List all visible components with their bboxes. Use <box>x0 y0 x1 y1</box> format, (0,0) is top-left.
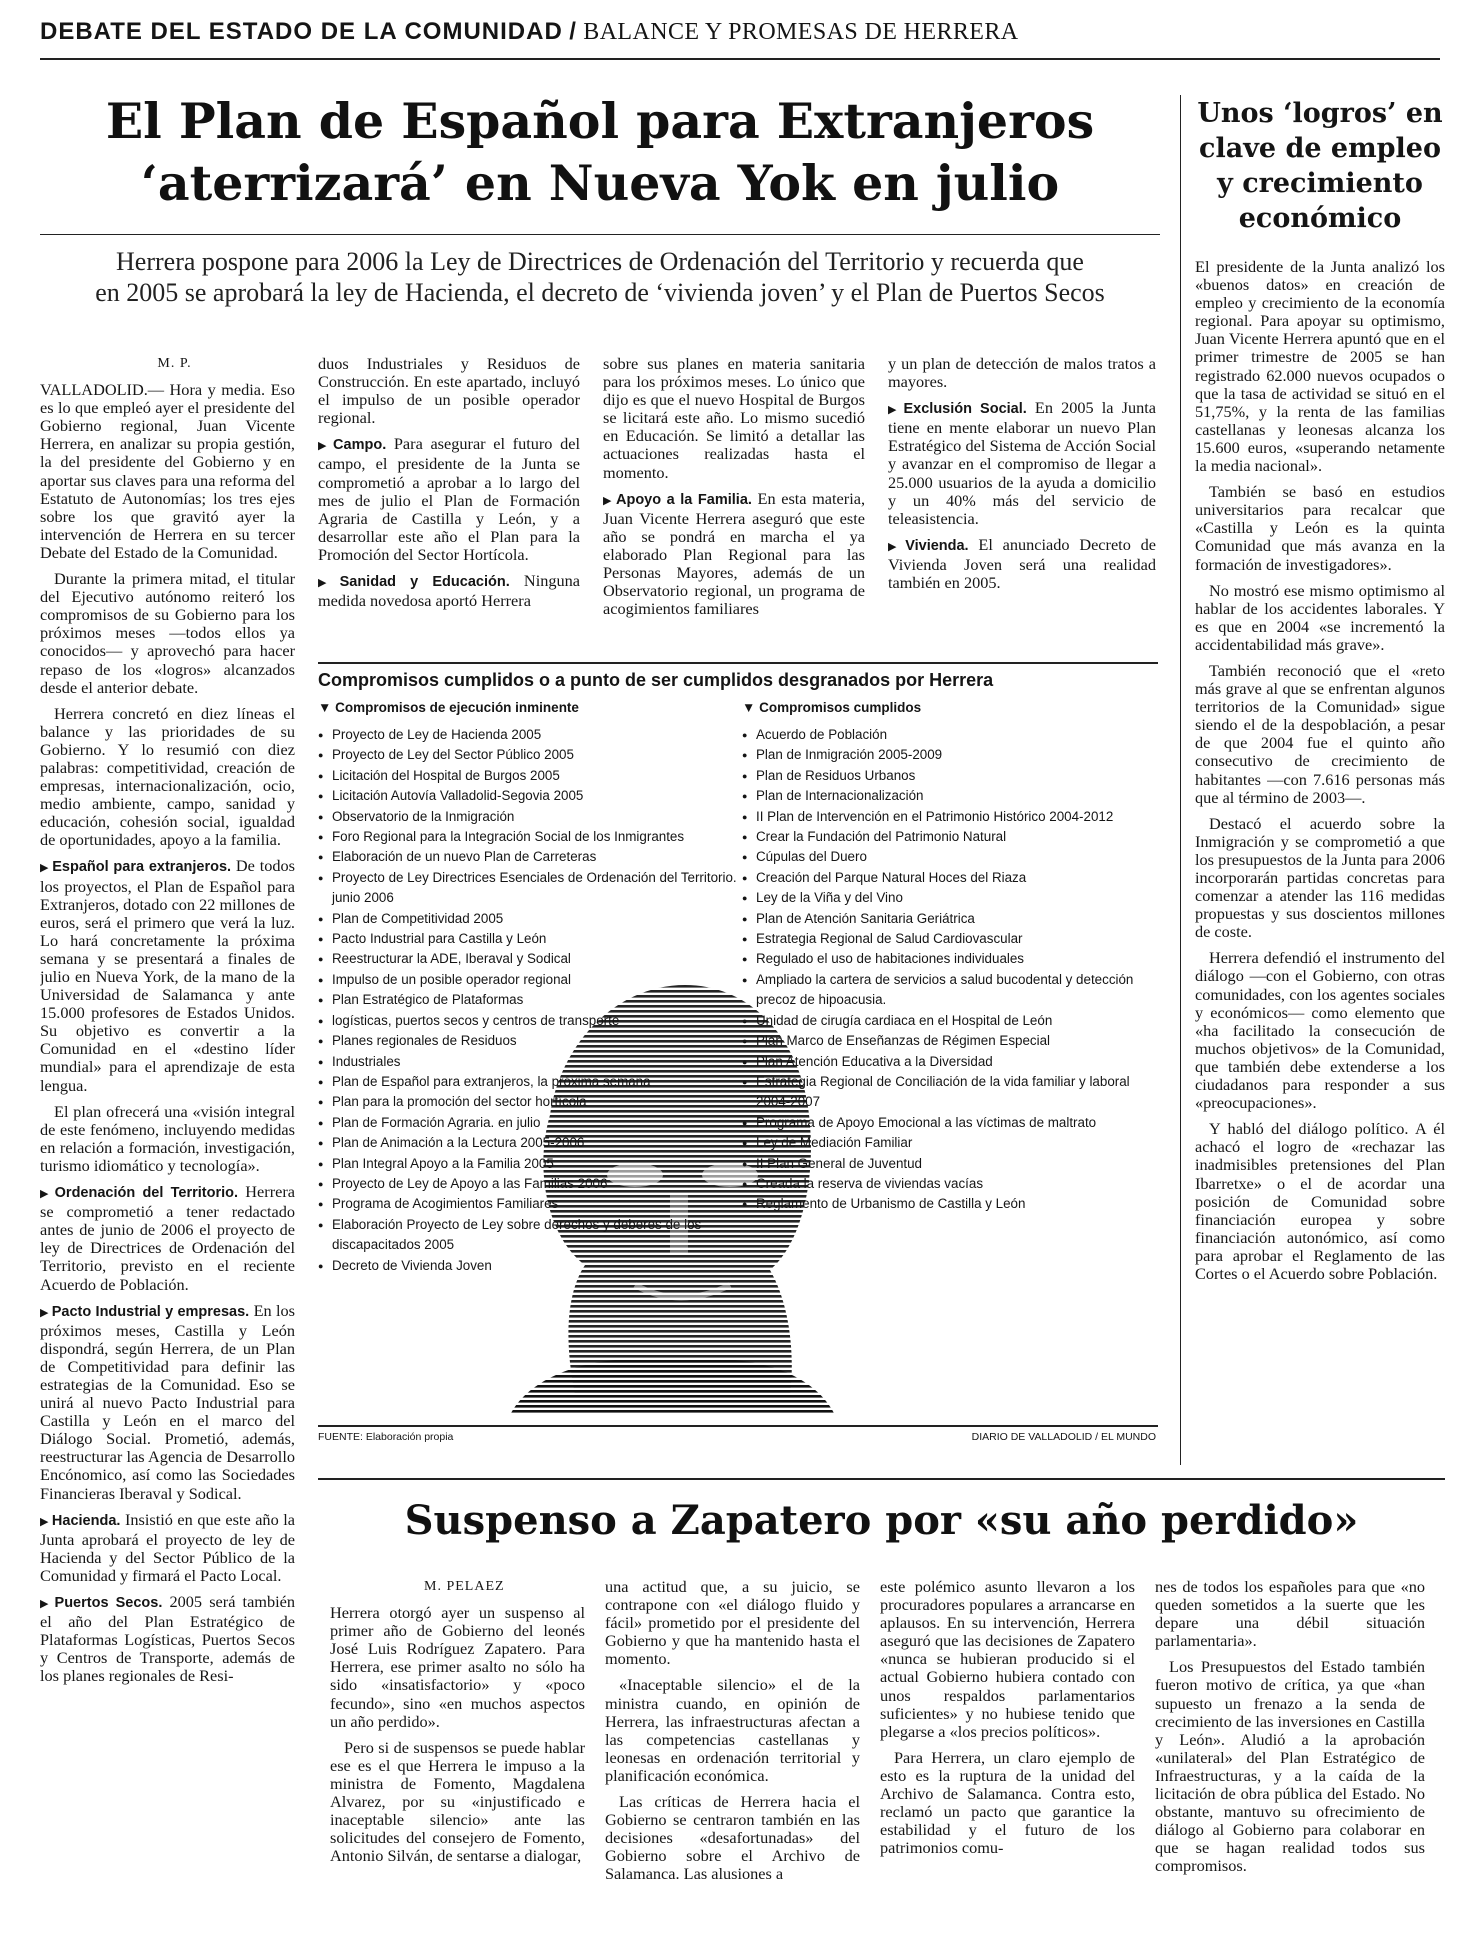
list-item: ● Unidad de cirugía cardiaca en el Hospital de León <box>742 1011 1158 1031</box>
list-item: ● Plan de Competitividad 2005 <box>318 909 738 929</box>
main-column-2 <box>318 355 580 655</box>
list-item: ● Decreto de Vivienda Joven <box>318 1256 738 1276</box>
triangle-icon: ▶ <box>40 1515 49 1528</box>
paragraph: Y habló del diálogo político. A él achacó el logro de «rechazar las inadmisibles pretensiones del Plan Ibarretxe» o el de acordar una posición de Comunidad sobre financiación europea y sobre financiación autonómico, así como para aprobar el Reglamento de las Cortes o el Acuerdo sobre Población. <box>1195 1119 1445 1283</box>
section-text: Ninguna medida novedosa aportó Herrera <box>318 571 580 611</box>
list-item: ● Reestructurar la ADE, Iberaval y Sodical <box>318 949 738 969</box>
list-item: ● logísticas, puertos secos y centros de transporte <box>318 1011 738 1031</box>
list-item: ● Plan de Formación Agraria. en julio <box>318 1113 738 1133</box>
second-column-1 <box>330 1578 585 1933</box>
heading-text: Compromisos cumplidos <box>759 700 922 715</box>
second-headline: Suspenso a Zapatero por «su año perdido» <box>404 1497 1359 1544</box>
list-item: ● Cúpulas del Duero <box>742 847 1158 867</box>
list-item: ● II Plan General de Juventud <box>742 1154 1158 1174</box>
paragraph: Los Presupuestos del Estado también fueron motivo de crítica, ya que «han supuesto un frenazo a la senda de crecimiento de las inversiones en Castilla y León». Aludió a la aprobación «unilateral» del Plan Estratégico de Infraestructuras, y a la caída de la licitación de obra pública del Estado. No obstante, mantuvo su ofrecimiento de diálogo al Gobierno para colaborar en que se hagan realidad todos sus compromisos. <box>1155 1657 1425 1876</box>
section-lead: Sanidad y Educación. <box>339 574 510 591</box>
list-item: ● Crear la Fundación del Patrimonio Natural <box>742 827 1158 847</box>
list-item: ● Estrategia Regional de Conciliación de la vida familiar y laboral 2004-2007 <box>742 1072 1158 1113</box>
paragraph: Para Herrera, un claro ejemplo de esto es la ruptura de la unidad del Archivo de Salamanca. Contra esto, reclamó un pacto que garantice la estabilidad y el futuro de los patrimonios comu- <box>880 1747 1135 1858</box>
infobox-credit: DIARIO DE VALLADOLID / EL MUNDO <box>971 1431 1156 1443</box>
triangle-icon: ▶ <box>318 577 337 590</box>
list-item: ● Creación del Parque Natural Hoces del Riaza <box>742 868 1158 888</box>
section-ordenacion <box>40 1183 295 1294</box>
list-item: ● Creada la reserva de viviendas vacías <box>742 1174 1158 1194</box>
paragraph: También reconoció que el «reto más grave al que se enfrentan algunos territorios de la Comunidad» sigue siendo el de la despoblación, a pesar de que 2004 fue el quinto año consecutivo de crecimiento de habitantes —con 7.616 personas más que al término de 2003—. <box>1195 660 1445 807</box>
section-text: En esta materia, Juan Vicente Herrera aseguró que este año se pondrá en marcha el ya elaborado Plan Regional para las Personas Mayores, además de un Observatorio regional, un programa de acogimientos familiares <box>603 488 865 619</box>
list-item: ● Plan de Residuos Urbanos <box>742 766 1158 786</box>
section-text: De todos los proyectos, el Plan de Español para Extranjeros, dotado con 22 millones de euros, será el primero que verá la luz. Lo hará concretamente la próxima semana y se presentará a finales de julio en Nueva York, de la mano de la Universidad de Salamanca y ante 15.000 profesores de Estados Unidos. Su objetivo es convertir a la Comunidad en el «destino líder mundial» para el aprendizaje de esta lengua. <box>40 856 295 1095</box>
section-text: Herrera se comprometió a tener redactado antes de junio de 2006 el proyecto de ley de Directrices de Ordenación del Territorio, previsto en el reciente Acuerdo de Población. <box>40 1182 295 1294</box>
list-item: ● Programa de Acogimientos Familiares <box>318 1194 738 1214</box>
list-item: ● Licitación del Hospital de Burgos 2005 <box>318 766 738 786</box>
list-item: ● Ley de la Viña y del Vino <box>742 888 1158 908</box>
byline: M. P. <box>157 356 192 371</box>
section-text: 2005 será también el año del Plan Estratégico de Plataformas Logísticas, Puertos Secos y Centros de Transporte, además de los planes regionales de Resi- <box>40 1592 295 1686</box>
list-item: ● II Plan de Intervención en el Patrimonio Histórico 2004-2012 <box>742 807 1158 827</box>
triangle-icon: ▶ <box>603 494 613 507</box>
list-item: ● Plan de Inmigración 2005-2009 <box>742 745 1158 765</box>
list-item: ● Planes regionales de Residuos <box>318 1031 738 1051</box>
byline: M. PELAEZ <box>424 1579 505 1594</box>
list-item: ● Plan Marco de Enseñanzas de Régimen Especial <box>742 1031 1158 1051</box>
triangle-icon: ▶ <box>40 1306 49 1319</box>
second-column-4 <box>1155 1578 1425 1933</box>
header-rule <box>40 58 1440 60</box>
paragraph: VALLADOLID.— Hora y media. Eso es lo que empleó ayer el presidente del Gobierno regional, Juan Vicente Herrera, en analizar su propia gestión, la del presidente del Gobierno y en aportar sus claves para una reforma del Estatuto de Autonomías; los tres ejes sobre los que gravitó ayer la intervención de Herrera en su tercer Debate del Estado de la Comunidad. <box>40 380 295 562</box>
section-pacto <box>40 1302 295 1503</box>
section-name: DEBATE DEL ESTADO DE LA COMUNIDAD <box>40 18 563 45</box>
section-text: En los próximos meses, Castilla y León dispondrá, según Herrera, de un Plan de Competitividad para definir las estrategias de la Comunidad. Eso se unirá al nuevo Pacto Industrial para Castilla y León en el marco del Diálogo Social. Prometió, además, reestructurar las Agencia de Desarrollo Encónomico, así como las Sociedades Financieras Iberaval y Sodical. <box>40 1300 295 1503</box>
paragraph: nes de todos los españoles para que «no queden sometidos a la suerte que les depare una débil situación parlamentaria». <box>1155 1578 1425 1651</box>
list-item: ● Acuerdo de Población <box>742 725 1158 745</box>
list-item: ● Plan de Atención Sanitaria Geriátrica <box>742 909 1158 929</box>
list-item: ● Plan para la promoción del sector hortícola <box>318 1092 738 1112</box>
section-exclusion <box>888 399 1156 528</box>
list-item: ● Licitación Autovía Valladolid-Segovia 2005 <box>318 786 738 806</box>
infobox-title: Compromisos cumplidos o a punto de ser cumplidos desgranados por Herrera <box>318 670 994 690</box>
paragraph: También se basó en estudios universitarios para recalcar que «Castilla y León es la quinta Comunidad que más avanza en la formación de investigadores». <box>1195 482 1445 574</box>
list-item: ● Proyecto de Ley del Sector Público 2005 <box>318 745 738 765</box>
section-lead: Exclusión Social. <box>903 401 1027 418</box>
paragraph: Durante la primera mitad, el titular del Ejecutivo autónomo reiteró los compromisos de su Gobierno para los próximos meses —todos ellos ya conocidos— y aprovechó para hacer repaso de los «logros» alcanzados desde el anterior debate. <box>40 569 295 697</box>
list-item: ● Estrategia Regional de Salud Cardiovascular <box>742 929 1158 949</box>
infobox-right-column <box>742 700 1158 1215</box>
list-item: ● Plan Estratégico de Plataformas <box>318 990 738 1010</box>
headline-rule <box>40 234 1160 235</box>
list-item: ● Proyecto de Ley de Apoyo a las Familias 2006 <box>318 1174 738 1194</box>
sidebar-divider <box>1180 95 1181 1465</box>
section-lead: Puertos Secos. <box>54 1595 163 1611</box>
list-item: ● Plan Integral Apoyo a la Familia 2005 <box>318 1154 738 1174</box>
infobox-top-rule <box>318 662 1158 664</box>
paragraph: y un plan de detección de malos tratos a mayores. <box>888 355 1156 392</box>
triangle-icon: ▶ <box>40 1598 52 1610</box>
section-hacienda <box>40 1511 295 1585</box>
paragraph: duos Industriales y Residuos de Construcción. En este apartado, incluyó el impulso de un posible operador regional. <box>318 355 580 428</box>
main-column-3 <box>603 355 865 655</box>
paragraph: Destacó el acuerdo sobre la Inmigración y se comprometió a que los presupuestos de la Junta para 2006 incorporarán partidas concretas para comenzar a atender las 116 medidas propuestas y sus doscientos millones de coste. <box>1195 813 1445 942</box>
paragraph: este polémico asunto llevaron a los procuradores populares a arrancarse en aplausos. En su intervención, Herrera aseguró que las decisiones de Zapatero «nunca se hubieran producido si el actual Gobierno hubiera contado con unos respaldos parlamentarios suficientes» y no hubiese tenido que plegarse a «los precios políticos». <box>880 1578 1135 1741</box>
second-article-rule <box>318 1478 1445 1480</box>
pending-list <box>318 725 738 1276</box>
list-item: ● Impulso de un posible operador regional <box>318 970 738 990</box>
paragraph: Herrera otorgó ayer un suspenso al primer año de Gobierno del leonés José Luis Rodríguez Zapatero. Para Herrera, ese primer asalto no sólo ha sido «insatisfactorio» y «poco fecundo», sino «en muchos aspectos un año perdido». <box>330 1603 585 1731</box>
list-item: ● Pacto Industrial para Castilla y León <box>318 929 738 949</box>
paragraph: Herrera defendió el instrumento del diálogo —con el Gobierno, con otras comunidades, con los agentes sociales y económicos— como elemento que «ha facilitado la consecución de muchos objetivos» de la Comunidad, que también debe extenderse a los ciudadanos para responder a sus «preocupaciones». <box>1195 948 1445 1113</box>
headline-line-1: El Plan de Español para Extranjeros <box>105 92 1095 150</box>
list-item: ● Reglamento de Urbanismo de Castilla y León <box>742 1194 1158 1214</box>
main-subheadline <box>40 246 1160 308</box>
section-sanidad <box>318 572 580 610</box>
list-item: ● Ampliado la cartera de servicios a salud bucodental y detección precoz de hipoacusia. <box>742 970 1158 1011</box>
section-familia <box>603 490 865 619</box>
second-column-3 <box>880 1578 1135 1933</box>
section-lead: Ordenación del Territorio. <box>54 1185 239 1202</box>
section-text: Para asegurar el futuro del campo, el presidente de la Junta se comprometió a aprobar a lo largo del mes de julio el Plan de Formación Agraria de Castilla y León, y a desarrollar este año el Plan para la Promoción del Sector Hortícola. <box>318 434 580 564</box>
list-item: ● Elaboración Proyecto de Ley sobre derechos y deberes de los discapacitados 2005 <box>318 1215 738 1256</box>
list-item: ● Plan de Español para extranjeros, la próxima semana <box>318 1072 738 1092</box>
second-column-2 <box>605 1578 860 1933</box>
triangle-down-icon: ▼ <box>742 700 756 715</box>
main-headline <box>40 90 1160 214</box>
paragraph: «Inaceptable silencio» el de la ministra cuando, en opinión de Herrera, las infraestructuras afectan a las competencias castellanas y leonesas en ordenación territorial y planificación económica. <box>605 1675 860 1785</box>
section-lead: Pacto Industrial y empresas. <box>51 1303 250 1320</box>
infobox-left-column <box>318 700 738 1276</box>
section-campo <box>318 435 580 564</box>
triangle-icon: ▶ <box>888 540 903 553</box>
list-item: ● Programa de Apoyo Emocional a las víctimas de maltrato <box>742 1113 1158 1133</box>
section-text: En 2005 la Junta tiene en mente elaborar un nuevo Plan Estratégico del Sistema de Acción Social y avanzar en el compromiso de llegar a 25.000 usuarios de la ayuda a domicilio y un 40% más del servicio de teleasistencia. <box>888 398 1156 528</box>
triangle-icon: ▶ <box>318 440 331 453</box>
sidebar-title: Unos ‘logros’ en clave de empleo y crecimiento económico <box>1197 98 1443 234</box>
paragraph: Pero si de suspensos se puede hablar ese es el que Herrera le impuso a la ministra de Fomento, Magdalena Alvarez, por su «injustificado e inaceptable silencio» ante las solicitudes del consejero de Fomento, Antonio Silván, de sentarse a dialogar, <box>330 1737 585 1866</box>
section-lead: Apoyo a la Familia. <box>616 491 752 508</box>
section-lead: Español para extranjeros. <box>52 859 232 876</box>
list-item: ● Industriales <box>318 1052 738 1072</box>
list-item: ● Regulado el uso de habitaciones individuales <box>742 949 1158 969</box>
section-lead: Vivienda. <box>905 537 969 554</box>
list-item: ● Foro Regional para la Integración Social de los Inmigrantes <box>318 827 738 847</box>
section-header <box>40 18 1230 56</box>
headline-line-2: ‘aterrizará’ en Nueva Yok en julio <box>140 154 1060 212</box>
paragraph: El presidente de la Junta analizó los «buenos datos» en creación de empleo y crecimiento de la economía regional. Para apoyar su optimismo, Juan Vicente Herrera apuntó que en el primer trimestre de 2005 se han registrado 62.000 nuevos ocupados o que la tasa de actividad se situó en el 51,75%, y la renta de las familias castellanas y leonesas alcanza los 15.600 euros, «superando netamente la media nacional». <box>1195 258 1445 476</box>
list-item: ● Plan de Internacionalización <box>742 786 1158 806</box>
infobox-bottom-rule <box>318 1425 1158 1427</box>
list-item: ● Plan de Animación a la Lectura 2005-2006 <box>318 1133 738 1153</box>
section-topic: BALANCE Y PROMESAS DE HERRERA <box>583 19 1019 45</box>
section-espanol <box>40 857 295 1094</box>
infobox-left-heading <box>318 700 738 715</box>
section-vivienda <box>888 536 1156 592</box>
triangle-icon: ▶ <box>40 1188 52 1201</box>
triangle-icon: ▶ <box>888 404 901 417</box>
list-item: ● Observatorio de la Inmigración <box>318 807 738 827</box>
triangle-icon: ▶ <box>40 862 50 875</box>
paragraph: una actitud que, a su juicio, se contrapone con «el diálogo fluido y fácil» prometido por el presidente del Gobierno y que ha mantenido hasta el momento. <box>605 1578 860 1669</box>
subhead-line-1: Herrera pospone para 2006 la Ley de Directrices de Ordenación del Territorio y recuerda que <box>116 247 1084 276</box>
section-text: El anunciado Decreto de Vivienda Joven será una realidad también en 2005. <box>888 534 1156 593</box>
done-list <box>742 725 1158 1215</box>
sidebar-body <box>1195 258 1445 1468</box>
section-separator: / <box>569 18 577 45</box>
paragraph: El plan ofrecerá una «visión integral de este fenómeno, incluyendo medidas en relación a formación, investigación, turismo idiomático y tecnología». <box>40 1101 295 1175</box>
section-text: Insistió en que este año la Junta aprobará el proyecto de ley de Hacienda y del Sector Público de la Comunidad y firmará el Pacto Local. <box>40 1509 295 1585</box>
main-column-1 <box>40 355 295 1930</box>
list-item: ● Plan Atención Educativa a la Diversidad <box>742 1052 1158 1072</box>
heading-text: Compromisos de ejecución inminente <box>335 700 579 715</box>
list-item: ● Proyecto de Ley de Hacienda 2005 <box>318 725 738 745</box>
paragraph: No mostró ese mismo optimismo al hablar de los accidentes laborales. Y es que en 2004 «se incrementó la accidentabilidad más grave». <box>1195 580 1445 654</box>
subhead-line-2: en 2005 se aprobará la ley de Hacienda, el decreto de ‘vivienda joven’ y el Plan de Puertos Secos <box>95 278 1105 307</box>
section-puertos <box>40 1593 295 1685</box>
triangle-down-icon: ▼ <box>318 700 332 715</box>
list-item: ● Elaboración de un nuevo Plan de Carreteras <box>318 847 738 867</box>
infobox-right-heading <box>742 700 1158 715</box>
section-lead: Hacienda. <box>51 1512 121 1529</box>
paragraph: Herrera concretó en diez líneas el balance y las prioridades de su Gobierno. Y lo resumió con diez palabras: competitividad, creación de empresas, internacionalización, ocio, medio ambiente, campo, sanidad y educación, cohesión social, igualdad de oportunidades, apoyo a la familia. <box>40 703 295 850</box>
paragraph: Las críticas de Herrera hacia el Gobierno se centraron también en las decisiones «desafortunadas» del Gobierno sobre el Archivo de Salamanca. Las alusiones a <box>605 1792 860 1884</box>
main-column-4 <box>888 355 1156 655</box>
paragraph: sobre sus planes en materia sanitaria para los próximos meses. Lo único que dijo es que el nuevo Hospital de Burgos se licitará este año. Lo mismo sucedió en Educación. Se limitó a detallar las actuaciones realizadas hasta el momento. <box>603 355 865 482</box>
list-item: ● Ley de Mediación Familiar <box>742 1133 1158 1153</box>
section-lead: Campo. <box>333 437 387 454</box>
infobox-source: FUENTE: Elaboración propia <box>318 1431 454 1443</box>
list-item: ● Proyecto de Ley Directrices Esenciales de Ordenación del Territorio. junio 2006 <box>318 868 738 909</box>
